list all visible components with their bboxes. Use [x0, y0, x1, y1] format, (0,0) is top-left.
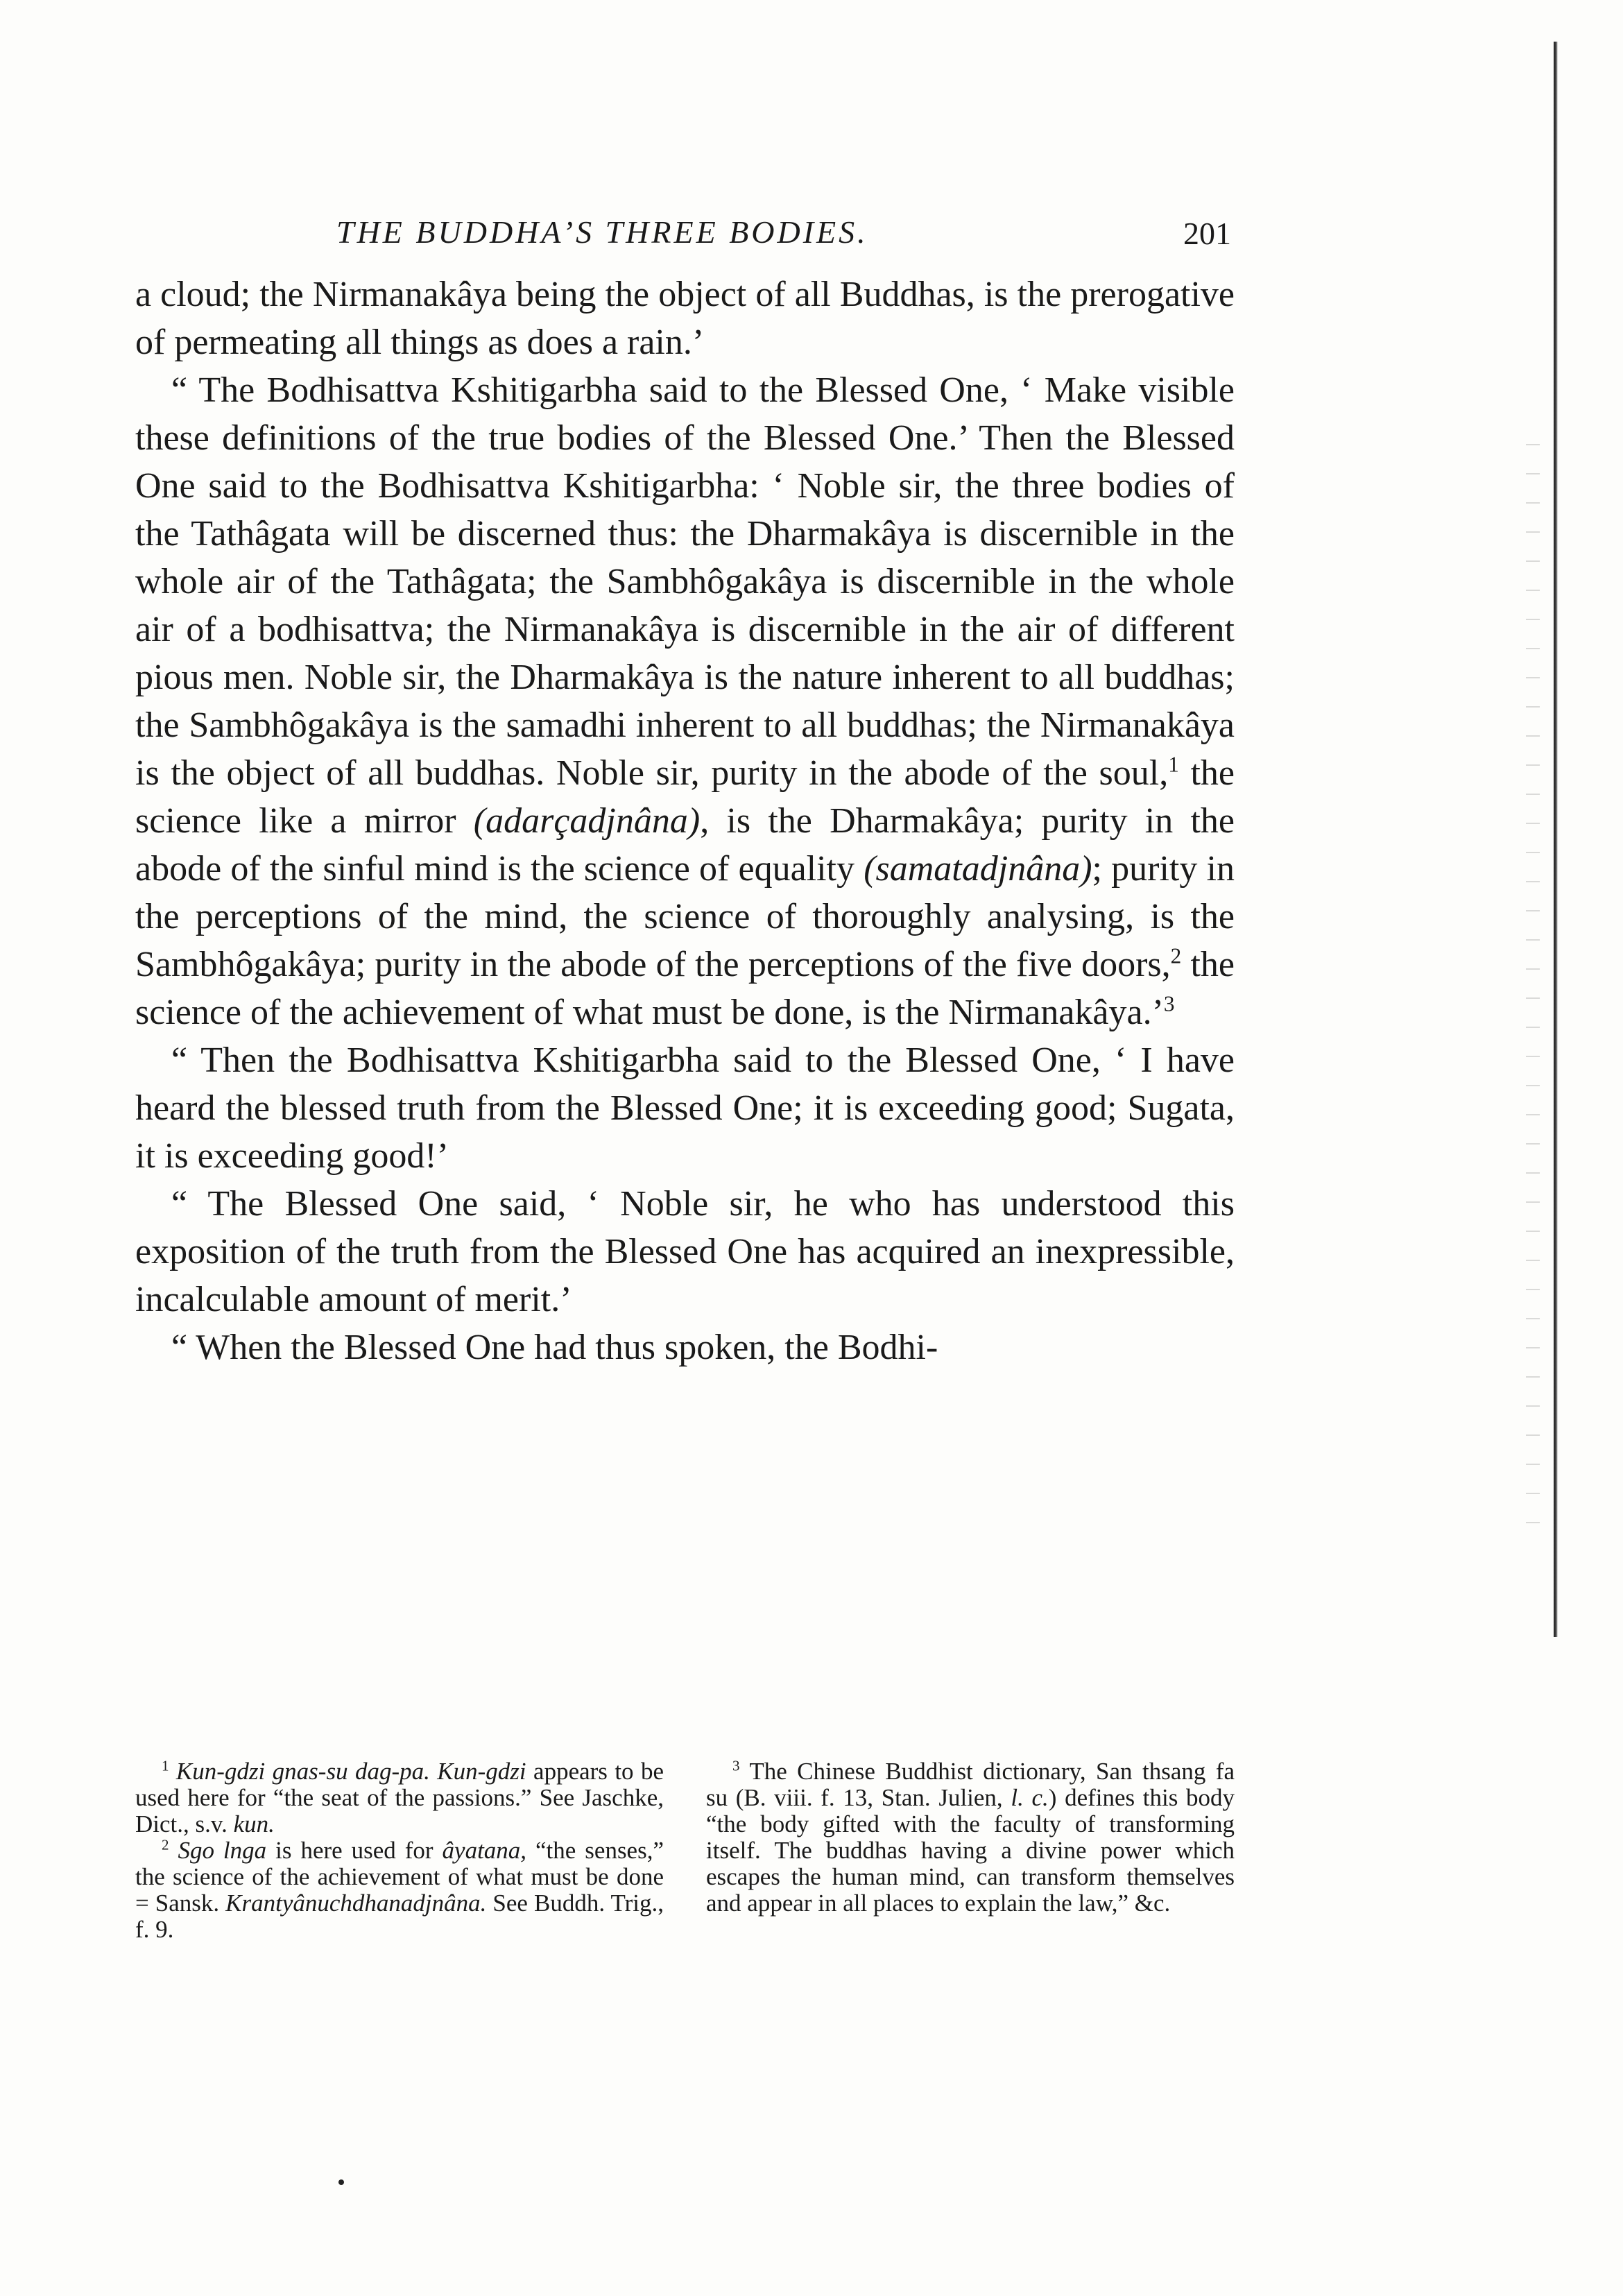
running-title: THE BUDDHA’S THREE BODIES.: [336, 214, 868, 250]
footnote-ref-3: 3: [1163, 991, 1175, 1016]
footnote-2-text-a: is here used for: [266, 1837, 443, 1864]
paragraph-5: “ When the Blessed One had thus spoken, the Bodhi-: [171, 1328, 938, 1367]
paragraph-2-text-e: the science of the achievement of what must be done, is the Nirmanakâya.’: [135, 945, 1235, 1032]
paragraph-2: [135, 366, 1235, 1036]
footnote-2-text-b: “the senses,” the science of the achievement of what must be done = Sansk.: [135, 1837, 664, 1917]
paragraph-1: a cloud; the Nirmanakâya being the object of all Buddhas, is the prerogative of permeating all things as does a rain.’: [135, 275, 1235, 362]
paragraph-2-text-b: the science like a mirror: [135, 753, 1235, 841]
footnote-2-italic-b: âyatana,: [442, 1837, 527, 1864]
paragraph-2-text-d: ; purity in the perceptions of the mind, the science of thoroughly analysing, is the Sambhôgakâya; purity in the abode of the perceptions of the five doors,: [135, 849, 1235, 984]
footnote-2: [135, 1837, 664, 1943]
footnote-3-text-b: ) defines this body “the body gifted with the faculty of transforming itself. The buddhas having a divine power which escapes the human mind, can transform themselves and appear in all places to explain the law,” &c.: [706, 1784, 1235, 1917]
binding-shadow: [1554, 42, 1558, 1637]
footnote-1: [135, 1758, 664, 1837]
footnote-ref-1: 1: [1168, 752, 1179, 777]
term-adarcadjnana: (adarçadjnâna): [473, 801, 701, 841]
term-samatadjnana: (samatadjnâna): [864, 849, 1092, 889]
ink-dot: [338, 2179, 344, 2185]
footnotes-right-column: [706, 1758, 1235, 1943]
paragraph-2-text: “ The Bodhisattva Kshitigarbha said to the Blessed One, ‘ Make visible these definitions of the true bodies of the Blessed One.’ Then the Blessed One said to the Bodhisattva Kshitigarbha: ‘ Noble sir, the three bodies of the Tathâgata will be discerned thus: the Dharmakâya is discernible in the whole air of the Tathâgata; the Sambhôgakâya is discernible in the whole air of a bodhisattva; the Nirmanakâya is discernible in the air of different pious men. Noble sir, the Dharmakâya is the nature inherent to all buddhas; the Sambhôgakâya is the samadhi inherent to all buddhas; the Nirmanakâya is the object of all buddhas. Noble sir, purity in the abode of the soul,: [135, 370, 1235, 793]
footnote-2-italic-c: Krantyânuchdhanadjnâna.: [225, 1890, 487, 1917]
footnote-1-text-a: appears to be used here for “the seat of the passions.” See Jaschke, Dict., s.v.: [135, 1758, 664, 1837]
footnote-2-marker: 2: [162, 1836, 169, 1853]
footnotes-left-column: [135, 1758, 664, 1943]
footnote-ref-2: 2: [1170, 943, 1182, 968]
footnote-2-italic-a: Sgo lnga: [178, 1837, 267, 1864]
footnote-1-marker: 1: [162, 1757, 169, 1774]
footnote-3-italic-a: l. c.: [1011, 1784, 1049, 1811]
footnote-3-text-a: The Chinese Buddhist dictionary, San thsang fa su (B. viii. f. 13, Stan. Julien,: [706, 1758, 1235, 1811]
footnotes: [135, 1758, 1235, 1943]
footnote-1-italic-a: Kun-gdzi gnas-su dag-pa. Kun-gdzi: [175, 1758, 526, 1785]
footnote-3-marker: 3: [732, 1757, 740, 1774]
main-text: [135, 271, 1235, 1371]
page-number: 201: [1183, 216, 1231, 251]
footnote-1-italic-b: kun.: [233, 1810, 275, 1837]
footnote-3: [706, 1758, 1235, 1917]
edge-speckle: [1526, 416, 1540, 1526]
paragraph-3: “ Then the Bodhisattva Kshitigarbha said to the Blessed One, ‘ I have heard the blessed truth from the Blessed One; it is exceeding good; Sugata, it is exceeding good!’: [135, 1040, 1235, 1176]
paragraph-4: “ The Blessed One said, ‘ Noble sir, he who has understood this exposition of the truth from the Blessed One has acquired an inexpressible, incalculable amount of merit.’: [135, 1184, 1235, 1319]
paragraph-2-text-c: , is the Dharmakâya; purity in the abode of the sinful mind is the science of equality: [135, 801, 1235, 889]
footnote-2-text-c: See Buddh. Trig., f. 9.: [135, 1890, 664, 1943]
page-header: [135, 208, 1231, 271]
